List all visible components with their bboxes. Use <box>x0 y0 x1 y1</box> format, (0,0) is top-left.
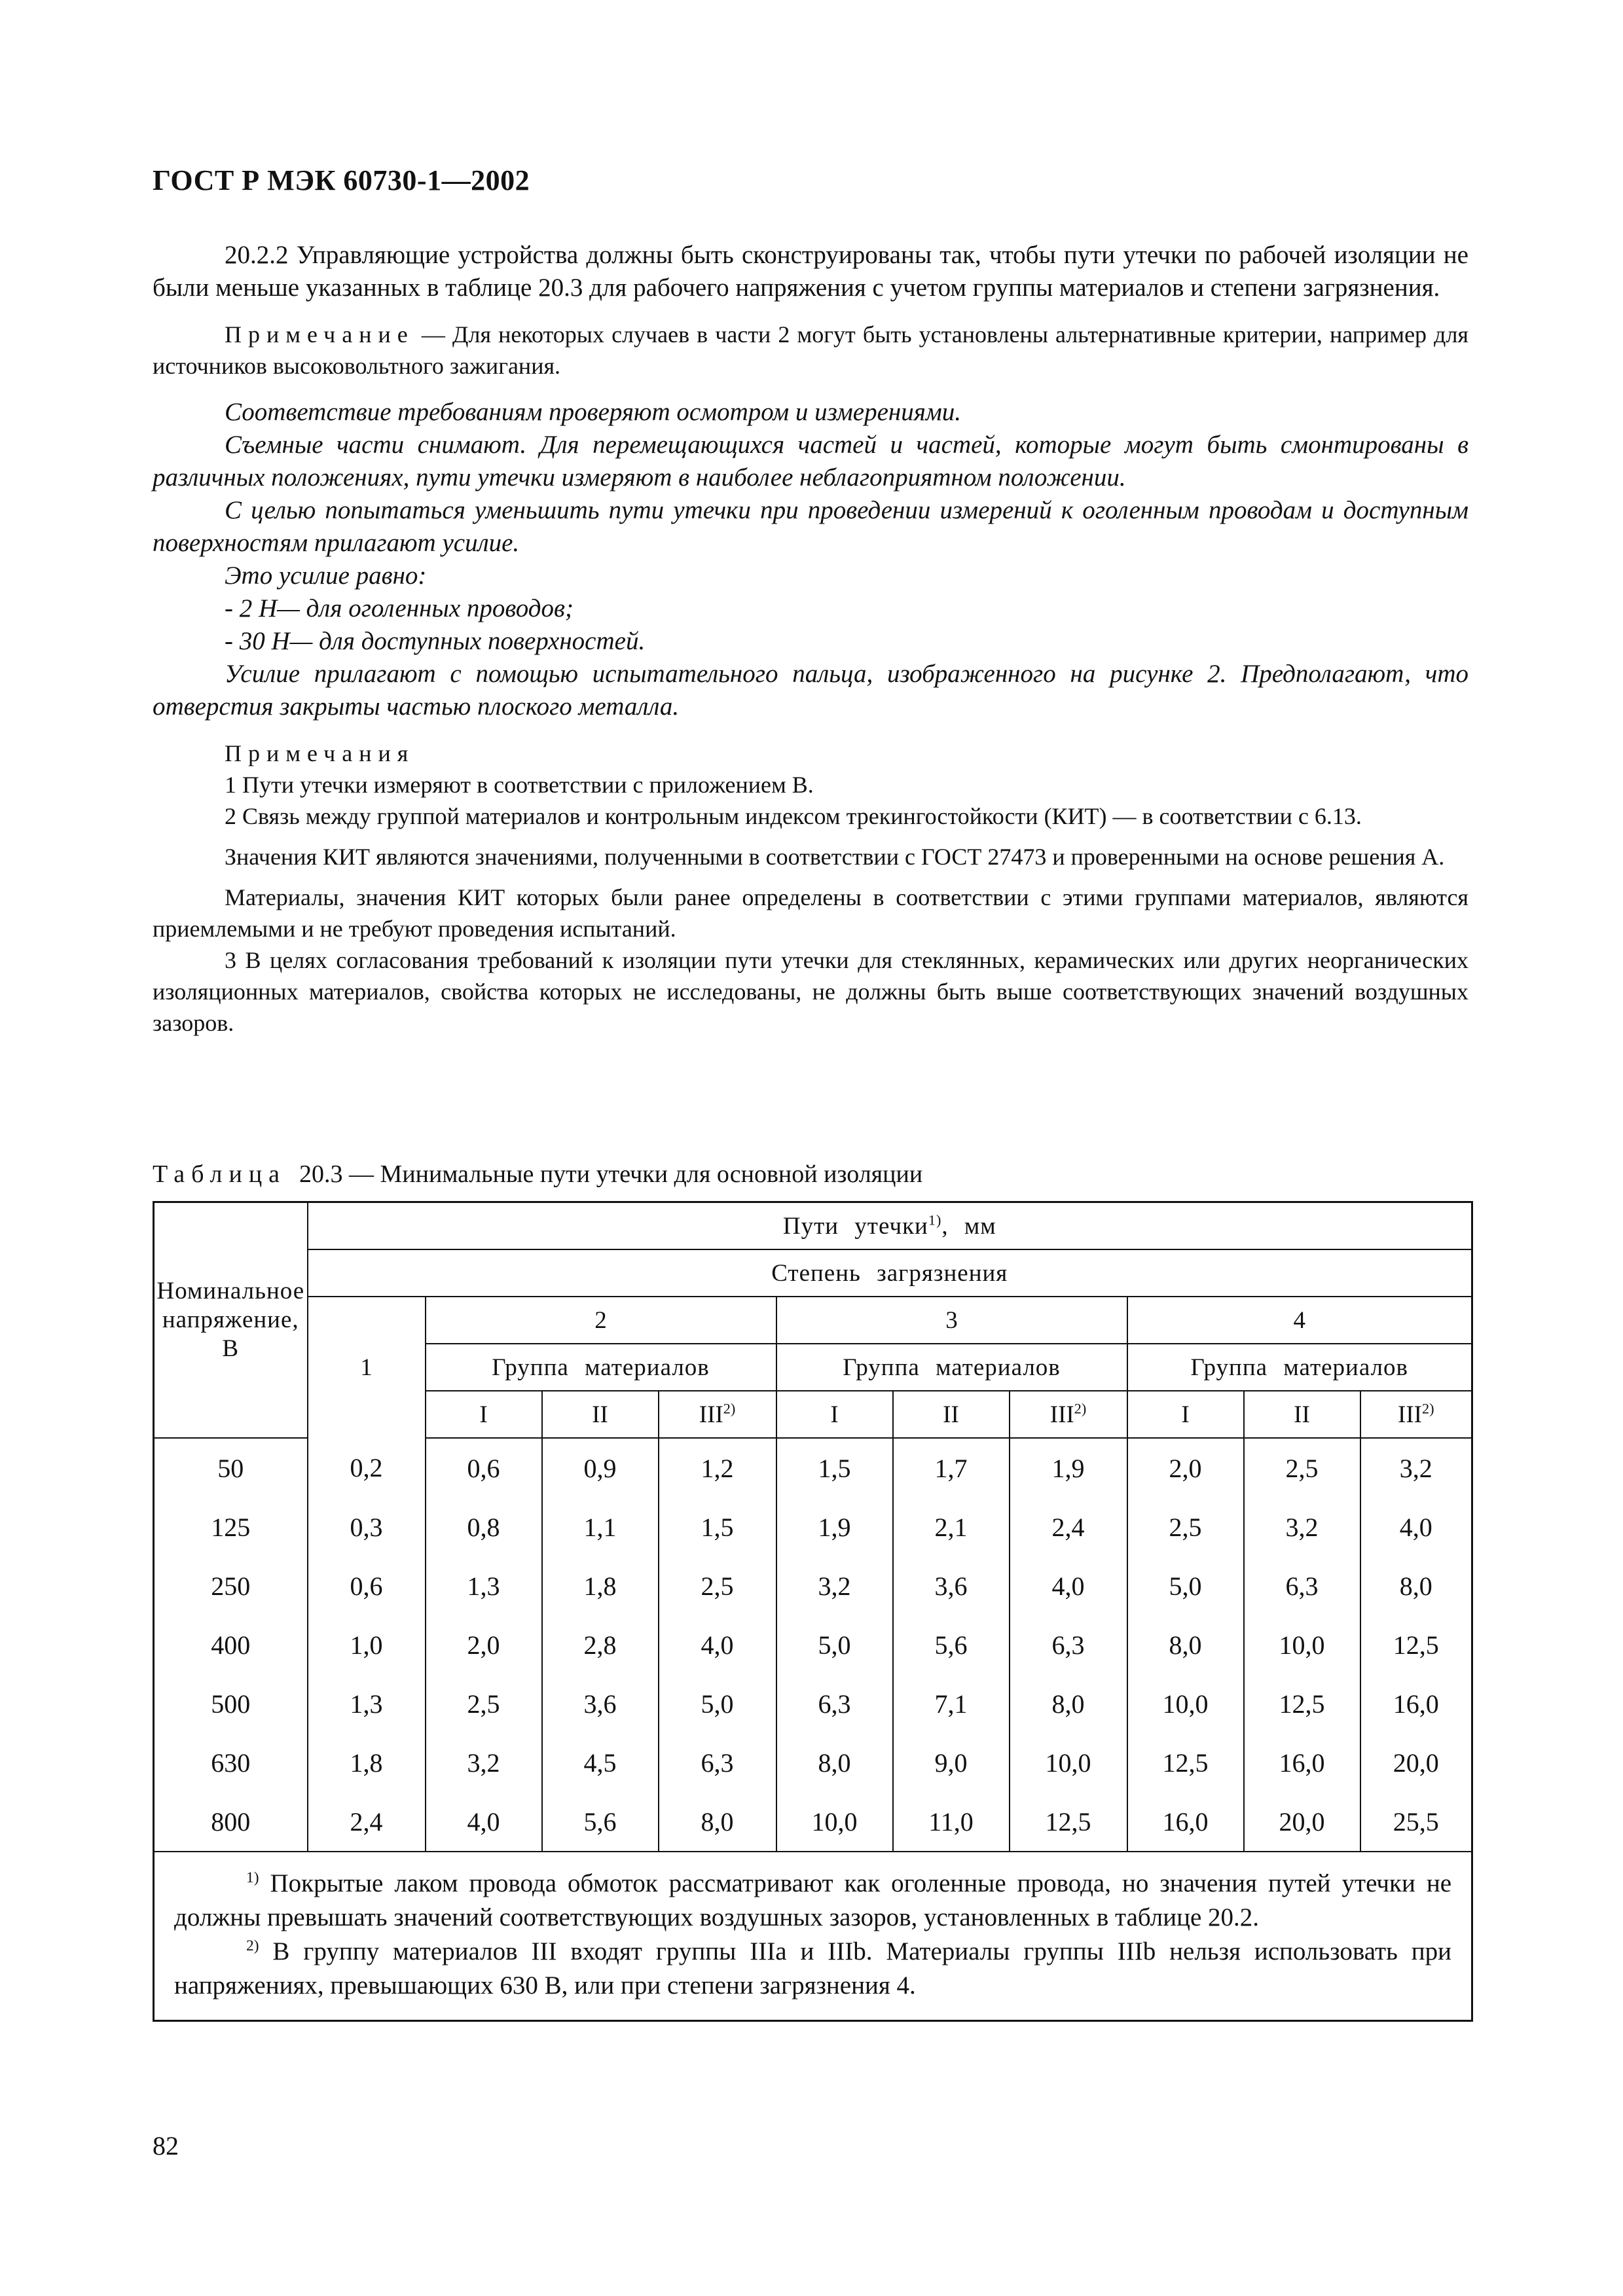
page-header: ГОСТ Р МЭК 60730-1—2002 <box>153 164 530 196</box>
header-g3: III$^{2)}$ <box>659 1391 776 1438</box>
table-row <box>154 1674 1472 1733</box>
header-g2: II <box>542 1391 659 1438</box>
note-item-2: 2 Связь между группой материалов и контрольным индексом трекингостойкости (КИТ) — в соответствии с 6.13. <box>225 803 1362 829</box>
table-cell: 11,0 <box>893 1792 1010 1852</box>
voltage-cell: 250 <box>154 1556 308 1615</box>
table-row <box>154 1733 1472 1792</box>
table-cell: 2,4 <box>308 1792 426 1852</box>
table-cell: 0,9 <box>542 1438 659 1498</box>
table-cell: 0,8 <box>426 1498 542 1556</box>
table-cell: 1,8 <box>308 1733 426 1792</box>
table-cell: 5,0 <box>1127 1556 1244 1615</box>
note-text: — Для некоторых случаев в части 2 могут быть установлены альтернативные критерии, например для источников высоковольтного зажигания. <box>153 321 1468 379</box>
table-cell: 0,6 <box>426 1438 542 1498</box>
table-cell: 4,0 <box>1360 1498 1472 1556</box>
table-row <box>154 1498 1472 1556</box>
table-cell: 16,0 <box>1244 1733 1360 1792</box>
page-number: 82 <box>153 2131 179 2161</box>
table-cell: 6,3 <box>1244 1556 1360 1615</box>
table-cell: 4,0 <box>426 1792 542 1852</box>
header-g1: I <box>1127 1391 1244 1438</box>
table-cell: 9,0 <box>893 1733 1010 1792</box>
header-g3: III$^{2)}$ <box>1010 1391 1127 1438</box>
table-cell: 1,3 <box>426 1556 542 1615</box>
table-cell: 4,0 <box>659 1615 776 1674</box>
table-cell: 3,2 <box>426 1733 542 1792</box>
italic-para-3: С целью попытаться уменьшить пути утечки при проведении измерений к оголенным проводам и доступным поверхностям прилагают усилие. <box>153 496 1468 557</box>
table-cell: 2,8 <box>542 1615 659 1674</box>
paragraph-20-2-2: 20.2.2 Управляющие устройства должны быть сконструированы так, чтобы пути утечки по рабочей изоляции не были меньше указанных в таблице 20.3 для рабочего напряжения с учетом группы материалов и степени загрязнения. <box>153 241 1468 302</box>
header-group-3: Группа материалов <box>776 1344 1127 1391</box>
table-cell: 1,5 <box>659 1498 776 1556</box>
header-g3: III$^{2)}$ <box>1360 1391 1472 1438</box>
table-cell: 12,5 <box>1244 1674 1360 1733</box>
table-cell: 1,0 <box>308 1615 426 1674</box>
header-degree-4: 4 <box>1127 1297 1472 1344</box>
italic-para-1: Соответствие требованиям проверяют осмотром и измерениями. <box>225 398 962 426</box>
header-degree-3: 3 <box>776 1297 1127 1344</box>
italic-para-5: Усилие прилагают с помощью испытательного пальца, изображенного на рисунке 2. Предполагают, что отверстия закрыты частью плоского металла. <box>153 660 1468 721</box>
table-footnotes <box>154 1852 1472 2021</box>
table-cell: 8,0 <box>1127 1615 1244 1674</box>
table-cell: 12,5 <box>1360 1615 1472 1674</box>
header-degree-1: 1 <box>308 1297 426 1438</box>
table-cell: 5,6 <box>542 1792 659 1852</box>
table-cell: 16,0 <box>1127 1792 1244 1852</box>
body-text <box>153 239 1468 1039</box>
table-cell: 6,3 <box>1010 1615 1127 1674</box>
footnote-2: $^{2)}$ В группу материалов III входят группы IIIa и IIIb. Материалы группы IIIb нельзя использовать при напряжениях, превышающих 630 В, или при степени загрязнения 4. <box>174 1937 1452 2000</box>
footnote-1: $^{1)}$ Покрытые лаком провода обмоток рассматривают как оголенные провода, но значения путей утечки не должны превышать значений соответствующих воздушных зазоров, установленных в таблице 20.2. <box>174 1869 1452 1931</box>
voltage-cell: 125 <box>154 1498 308 1556</box>
table-cell: 3,6 <box>542 1674 659 1733</box>
table-cell: 4,0 <box>1010 1556 1127 1615</box>
table-caption-label: Таблица <box>153 1160 287 1188</box>
italic-list-item-2: - 30 Н— для доступных поверхностей. <box>225 627 646 655</box>
header-creepage: Пути утечки$^{1)}$, мм <box>308 1202 1472 1250</box>
creepage-table <box>153 1201 1473 2022</box>
table-cell: 12,5 <box>1010 1792 1127 1852</box>
voltage-cell: 500 <box>154 1674 308 1733</box>
table-row <box>154 1615 1472 1674</box>
header-g2: II <box>1244 1391 1360 1438</box>
note-item-2c: Материалы, значения КИТ которых были ранее определены в соответствии с этими группами материалов, являются приемлемыми и не требуют проведения испытаний. <box>153 884 1468 942</box>
italic-list-item-1: - 2 Н— для оголенных проводов; <box>225 594 574 622</box>
table-cell: 2,5 <box>1127 1498 1244 1556</box>
table-cell: 10,0 <box>1127 1674 1244 1733</box>
table-cell: 2,5 <box>426 1674 542 1733</box>
table-cell: 20,0 <box>1244 1792 1360 1852</box>
table-cell: 2,1 <box>893 1498 1010 1556</box>
voltage-cell: 50 <box>154 1438 308 1498</box>
table-cell: 3,2 <box>1360 1438 1472 1498</box>
table-cell: 0,6 <box>308 1556 426 1615</box>
notes-heading: Примечания <box>225 740 415 766</box>
table-cell: 0,3 <box>308 1498 426 1556</box>
header-degree-2: 2 <box>426 1297 776 1344</box>
table-cell: 3,2 <box>776 1556 893 1615</box>
table-cell: 2,5 <box>659 1556 776 1615</box>
voltage-cell: 800 <box>154 1792 308 1852</box>
table-caption-text: 20.3 — Минимальные пути утечки для основной изоляции <box>299 1160 923 1188</box>
voltage-cell: 400 <box>154 1615 308 1674</box>
table-cell: 2,4 <box>1010 1498 1127 1556</box>
table-cell: 12,5 <box>1127 1733 1244 1792</box>
header-g1: I <box>776 1391 893 1438</box>
italic-para-4: Это усилие равно: <box>225 562 427 590</box>
table-row <box>154 1792 1472 1852</box>
table-cell: 3,2 <box>1244 1498 1360 1556</box>
table-cell: 1,1 <box>542 1498 659 1556</box>
header-g1: I <box>426 1391 542 1438</box>
table-cell: 5,0 <box>659 1674 776 1733</box>
table-cell: 10,0 <box>776 1792 893 1852</box>
table-cell: 10,0 <box>1010 1733 1127 1792</box>
note-item-2b: Значения КИТ являются значениями, полученными в соответствии с ГОСТ 27473 и проверенными на основе решения А. <box>225 844 1445 870</box>
table-cell: 1,7 <box>893 1438 1010 1498</box>
table-cell: 5,0 <box>776 1615 893 1674</box>
table-row <box>154 1438 1472 1498</box>
table-cell: 0,2 <box>308 1438 426 1498</box>
table-cell: 2,0 <box>426 1615 542 1674</box>
table-cell: 20,0 <box>1360 1733 1472 1792</box>
table-cell: 1,9 <box>1010 1438 1127 1498</box>
table-caption <box>153 1160 922 1189</box>
header-g2: II <box>893 1391 1010 1438</box>
note-item-3: 3 В целях согласования требований к изоляции пути утечки для стеклянных, керамических или других неорганических изоляционных материалов, свойства которых не исследованы, не должны быть выше соответствующих значений воздушных зазоров. <box>153 947 1468 1036</box>
table-cell: 25,5 <box>1360 1792 1472 1852</box>
header-group-4: Группа материалов <box>1127 1344 1472 1391</box>
italic-para-2: Съемные части снимают. Для перемещающихся частей и частей, которые могут быть смонтированы в различных положениях, пути утечки измеряют в наиболее неблагоприятном положении. <box>153 431 1468 492</box>
table-cell: 8,0 <box>1360 1556 1472 1615</box>
table-row <box>154 1556 1472 1615</box>
table-cell: 8,0 <box>1010 1674 1127 1733</box>
table-cell: 3,6 <box>893 1556 1010 1615</box>
note-item-1: 1 Пути утечки измеряют в соответствии с приложением В. <box>225 772 814 798</box>
table-cell: 7,1 <box>893 1674 1010 1733</box>
table-cell: 4,5 <box>542 1733 659 1792</box>
table-cell: 1,8 <box>542 1556 659 1615</box>
header-group-2: Группа материалов <box>426 1344 776 1391</box>
voltage-cell: 630 <box>154 1733 308 1792</box>
table-cell: 2,0 <box>1127 1438 1244 1498</box>
note-label: Примечание <box>225 321 414 348</box>
table-cell: 1,5 <box>776 1438 893 1498</box>
table-cell: 8,0 <box>659 1792 776 1852</box>
table-cell: 8,0 <box>776 1733 893 1792</box>
header-voltage: Номинальное напряжение, В <box>154 1202 308 1439</box>
table-cell: 5,6 <box>893 1615 1010 1674</box>
table-cell: 1,3 <box>308 1674 426 1733</box>
table-cell: 1,2 <box>659 1438 776 1498</box>
header-pollution-degree: Степень загрязнения <box>308 1249 1472 1297</box>
table-cell: 10,0 <box>1244 1615 1360 1674</box>
table-cell: 16,0 <box>1360 1674 1472 1733</box>
table-cell: 2,5 <box>1244 1438 1360 1498</box>
table-cell: 6,3 <box>659 1733 776 1792</box>
table-cell: 1,9 <box>776 1498 893 1556</box>
table-cell: 6,3 <box>776 1674 893 1733</box>
note-1 <box>153 319 1468 382</box>
